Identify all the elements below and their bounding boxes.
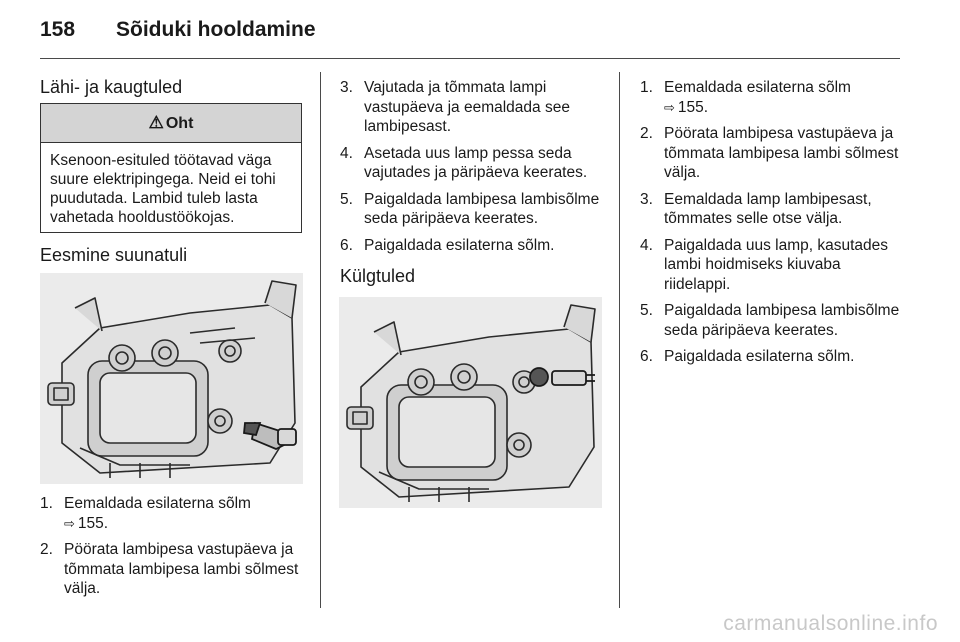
steps-list-turn-signal-cont: [340, 78, 608, 262]
list-item: 2. Pöörata lambipesa vastupäeva ja tõmmata lambipesa lambi sõlmest välja.: [640, 125, 899, 181]
list-item: 5. Paigaldada lambipesa lambisõlme seda päripäeva keerates.: [340, 190, 600, 227]
warning-triangle-icon: ⚠: [148, 113, 164, 132]
list-item: 6. Paigaldada esilaterna sõlm.: [640, 348, 855, 365]
watermark: carmanualsonline.info: [723, 612, 938, 635]
section-heading-side-lights: Külgtuled: [340, 266, 416, 286]
headlamp-diagram-2: [339, 297, 602, 508]
page-reference: ⇨ 155.: [64, 514, 109, 532]
headlamp-illustration-side-light: [339, 297, 602, 508]
warning-title: Oht: [165, 115, 194, 132]
page-number: 158: [40, 18, 76, 41]
warning-text: Ksenoon-esituled töötavad väga suure elektripingega. Neid ei tohi puudutada. Lambid tuleb lasta vahetada hooldustöökojas.: [50, 152, 276, 226]
page-title: Sõiduki hooldamine: [116, 18, 316, 41]
section-heading-headlights: Lähi- ja kaugtuled: [40, 77, 183, 97]
list-item: 5. Paigaldada lambipesa lambisõlme seda päripäeva keerates.: [640, 302, 900, 339]
header-rule: [40, 58, 900, 59]
page-reference-icon: ⇨: [64, 515, 75, 531]
list-item: 3. Vajutada ja tõmmata lampi vastupäeva ja eemaldada see lambipesast.: [340, 79, 570, 135]
list-item: 1. Eemaldada esilaterna sõlm ⇨ 155.: [640, 78, 908, 117]
page-reference-icon: ⇨: [664, 99, 675, 115]
warning-header: [41, 104, 301, 143]
section-heading-turn-signal: Eesmine suunatuli: [40, 245, 188, 265]
steps-list-turn-signal: [40, 494, 308, 606]
headlamp-diagram-1: [40, 273, 303, 484]
list-item: 6. Paigaldada esilaterna sõlm.: [340, 236, 555, 254]
headlamp-illustration-turn-signal: [40, 273, 303, 484]
list-item: 4. Paigaldada uus lamp, kasutades lambi hoidmiseks kiuvaba riidelappi.: [640, 236, 889, 293]
column-divider-2: [619, 72, 620, 608]
list-item: 1. Eemaldada esilaterna sõlm ⇨ 155.: [40, 494, 308, 533]
steps-list-side-lights: [640, 78, 908, 374]
column-divider-1: [320, 72, 321, 608]
list-item: 4. Asetada uus lamp pessa seda vajutades ja päripäeva keerates.: [340, 144, 588, 181]
page-header: [40, 18, 316, 42]
list-item: 2. Pöörata lambipesa vastupäeva ja tõmmata lambipesa lambi sõlmest välja.: [40, 541, 299, 597]
list-item: 3. Eemaldada lamp lambipesast, tõmmates selle otse välja.: [640, 190, 872, 227]
page-reference: ⇨ 155.: [664, 98, 709, 116]
danger-warning-box: [40, 103, 302, 233]
